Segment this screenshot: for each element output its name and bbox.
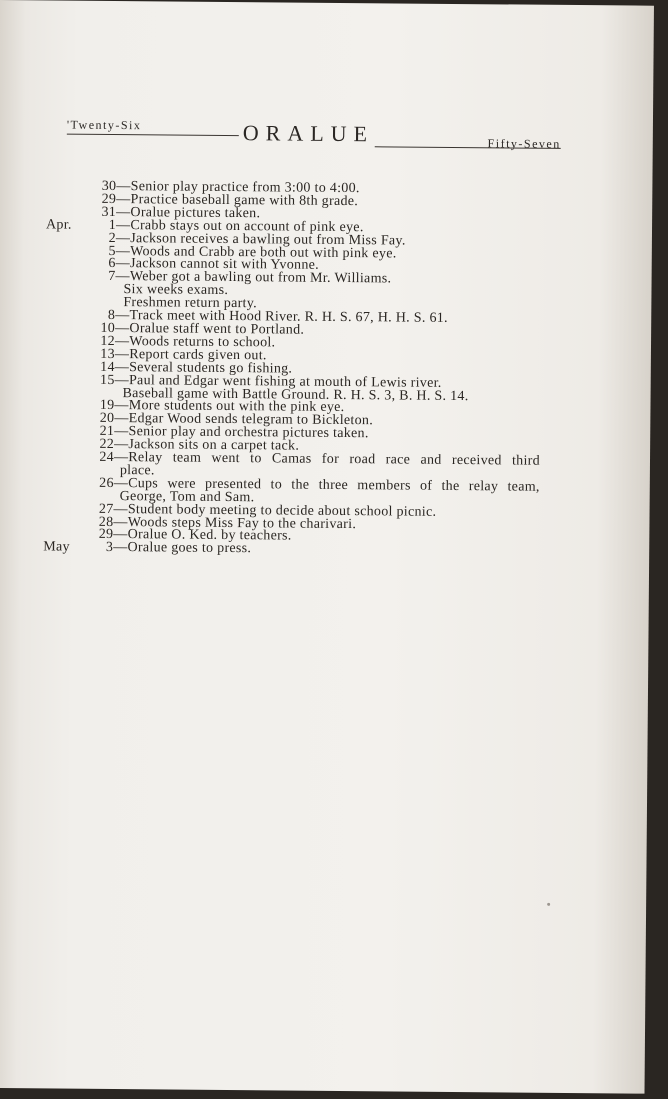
entry-day: 20 xyxy=(99,411,115,427)
running-header xyxy=(67,113,561,153)
entry-day: 31 xyxy=(101,204,117,220)
entry-day: 28 xyxy=(98,514,114,530)
entry-text: Jackson sits on a carpet tack. xyxy=(128,437,300,454)
header-rule-left xyxy=(67,134,239,137)
entry-dash: — xyxy=(115,269,130,285)
entry-dash: — xyxy=(113,501,128,517)
entry-dash: — xyxy=(115,256,131,272)
entry-continuation: Freshmen return party. xyxy=(123,295,258,312)
paper-speck xyxy=(547,903,550,906)
entry-text-justified: Relay team went to Camas for road race and received third xyxy=(128,450,541,469)
entry-text: Paul and Edgar went fishing at mouth of Lewis river. xyxy=(128,372,442,391)
entry-continuation: Six weeks exams. xyxy=(123,282,229,299)
entry-dash: — xyxy=(113,475,129,491)
entry-text-justified: Cups were presented to the three members of the relay team, xyxy=(128,475,540,495)
entry-dash: — xyxy=(113,540,128,556)
entry-month: Apr. xyxy=(45,217,72,233)
entry-day: 30 xyxy=(101,178,117,195)
entry-day: 22 xyxy=(99,437,115,453)
entry-continuation: George, Tom and Sam. xyxy=(119,488,255,505)
entry-dash: — xyxy=(114,333,130,350)
entry-day: 14 xyxy=(100,359,115,375)
entry-text: Weber got a bawling out from Mr. Williams. xyxy=(129,269,392,287)
entry-dash: — xyxy=(115,217,131,233)
entry-dash: — xyxy=(114,372,130,388)
entry-lead xyxy=(44,451,128,465)
entry-day: 3 xyxy=(105,540,114,556)
entry-day: 21 xyxy=(99,424,115,440)
entry-dash: — xyxy=(114,437,129,453)
entry-day: 24 xyxy=(99,449,115,466)
entry-day: 26 xyxy=(99,475,114,491)
entry-text: Oralue O. Ked. by teachers. xyxy=(127,527,292,545)
entry-dash: — xyxy=(114,424,129,440)
entry-day: 29 xyxy=(101,191,117,207)
entry-dash: — xyxy=(114,411,129,427)
entry-text: Woods steps Miss Fay to the charivari. xyxy=(127,514,357,532)
entry-day: 15 xyxy=(100,372,115,388)
entry-day: 5 xyxy=(108,243,116,259)
entry-lead xyxy=(46,269,130,285)
entry-text: Oralue pictures taken. xyxy=(130,204,261,222)
entry-text: Edgar Wood sends telegram to Bickleton. xyxy=(128,411,374,429)
entry-lead xyxy=(45,372,129,388)
entry-day: 7 xyxy=(108,269,116,285)
header-title: ORALUE xyxy=(242,120,375,147)
entry-continuation: Baseball game with Battle Ground. R. H. S. 3, B. H. S. 14. xyxy=(122,385,469,404)
entry-day: 19 xyxy=(99,398,115,414)
calendar-entries xyxy=(43,180,550,559)
entry-dash: — xyxy=(113,450,129,466)
entry-text: Student body meeting to decide about school picnic. xyxy=(127,501,437,520)
entry-dash: — xyxy=(113,527,128,543)
entry-dash: — xyxy=(116,191,131,208)
entry-dash: — xyxy=(115,320,130,337)
entry-month: May xyxy=(43,539,70,556)
entry-dash: — xyxy=(113,514,128,530)
entry-text: Crabb stays out on account of pink eye. xyxy=(130,217,364,235)
entry-text: Several students go fishing. xyxy=(129,359,293,377)
entry-day: 6 xyxy=(108,256,116,272)
entry-continuation: place. xyxy=(119,463,155,479)
header-right-text: Fifty-Seven xyxy=(487,136,561,151)
entry-text: Oralue goes to press. xyxy=(127,540,252,557)
entry-day: 12 xyxy=(100,333,116,349)
entry-dash: — xyxy=(116,204,131,220)
entry-dash: — xyxy=(114,398,129,414)
entry-text: Track meet with Hood River. R. H. S. 67, H. H. S. 61. xyxy=(129,308,448,326)
entry-day: 29 xyxy=(98,527,114,543)
entry-text: Woods and Crabb are both out with pink eye. xyxy=(130,243,397,262)
entry-text: Jackson receives a bawling out from Miss Fay. xyxy=(130,230,406,249)
entry-dash: — xyxy=(114,346,130,362)
entry-text: Senior play practice from 3:00 to 4:00. xyxy=(130,179,360,197)
entry-day: 8 xyxy=(107,308,116,324)
entry-dash: — xyxy=(115,230,131,246)
entry-day: 27 xyxy=(98,501,114,517)
entry-day: 13 xyxy=(100,346,115,362)
entry-day: 2 xyxy=(108,230,116,246)
entry-text: Report cards given out. xyxy=(129,346,267,364)
entry-text: More students out with the pink eye. xyxy=(128,398,345,416)
entry-text: Practice baseball game with 8th grade. xyxy=(130,192,359,210)
entry-text: Jackson cannot sit with Yvonne. xyxy=(129,256,320,274)
entry-dash: — xyxy=(115,308,130,324)
entry-text: Senior play and orchestra pictures taken. xyxy=(128,424,369,442)
entry-day: 10 xyxy=(100,320,116,336)
entry-text: Oralue staff went to Portland. xyxy=(129,321,305,338)
entry-text: Woods returns to school. xyxy=(129,334,276,351)
entry-lead xyxy=(44,477,128,491)
entry-dash: — xyxy=(116,179,131,195)
header-left-text: 'Twenty-Six xyxy=(66,117,142,133)
entry-dash: — xyxy=(115,243,131,259)
entry-day: 1 xyxy=(108,217,117,233)
entry-dash: — xyxy=(114,359,130,375)
